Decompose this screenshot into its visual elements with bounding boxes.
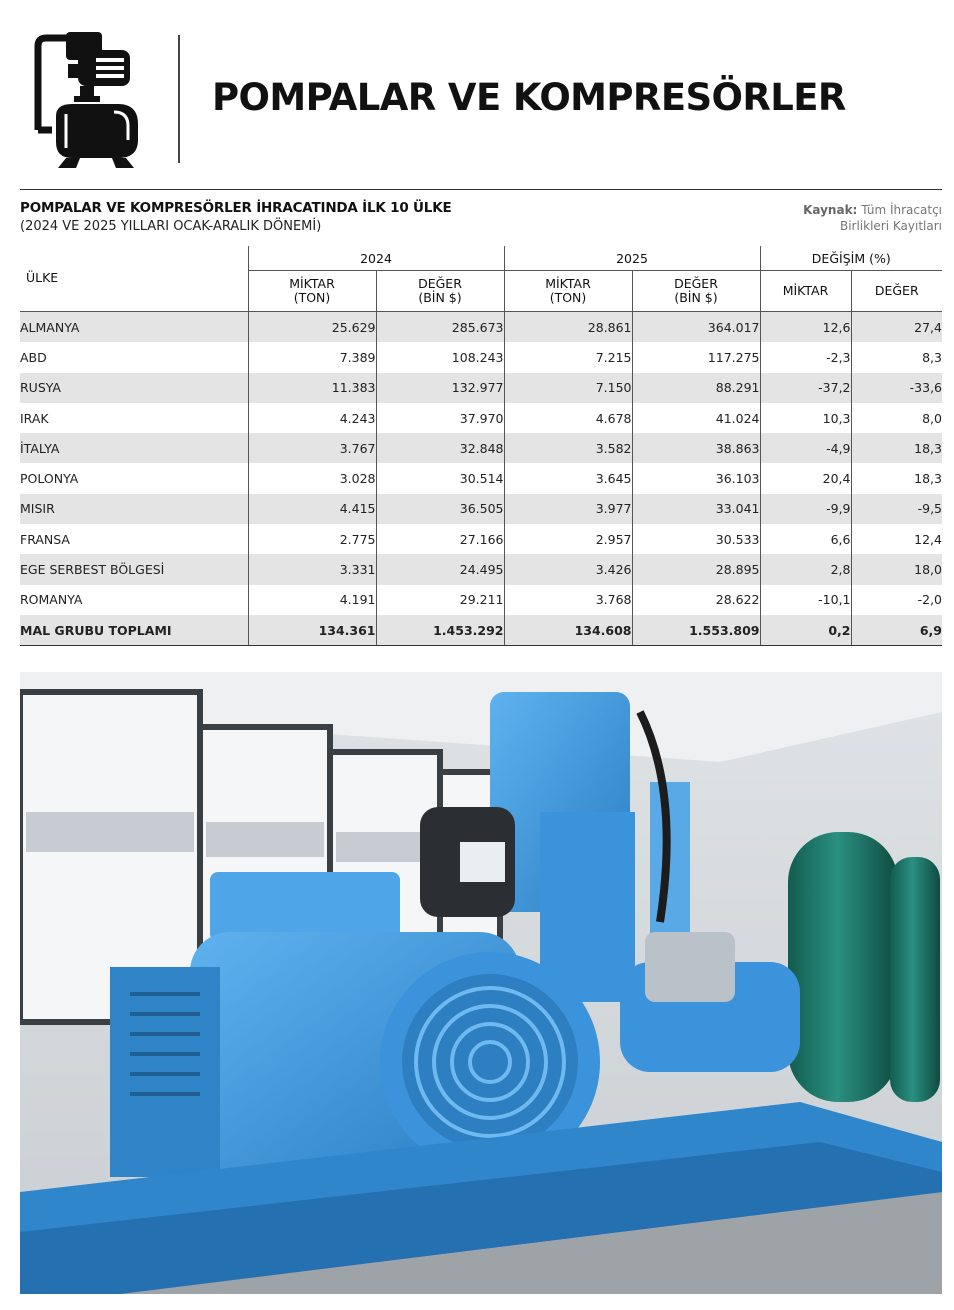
- table-row: [20, 585, 942, 615]
- cell-deger-2024: 132.977: [376, 373, 504, 403]
- header-deger-2024: DEĞER (BİN $): [376, 271, 504, 312]
- page-header: [0, 0, 954, 180]
- cell-deger-2025: 28.622: [632, 585, 760, 615]
- cell-deger-2024: 29.211: [376, 585, 504, 615]
- table-row: [20, 312, 942, 343]
- cell-miktar-2024: 7.389: [248, 342, 376, 372]
- cell-miktar-2025: 2.957: [504, 524, 632, 554]
- cell-change-miktar: 20,4: [760, 463, 851, 493]
- cell-miktar-2025: 134.608: [504, 615, 632, 646]
- table-row: [20, 373, 942, 403]
- cell-change-miktar: 12,6: [760, 312, 851, 343]
- cell-change-miktar: 6,6: [760, 524, 851, 554]
- cell-change-deger: 18,3: [851, 433, 942, 463]
- cell-miktar-2024: 2.775: [248, 524, 376, 554]
- table-row: [20, 554, 942, 584]
- table-body: [20, 312, 942, 646]
- cell-deger-2025: 38.863: [632, 433, 760, 463]
- cell-deger-2025: 1.553.809: [632, 615, 760, 646]
- cell-miktar-2024: 4.243: [248, 403, 376, 433]
- pump-compressor-icon: [22, 30, 144, 170]
- cell-miktar-2025: 3.645: [504, 463, 632, 493]
- cell-deger-2024: 1.453.292: [376, 615, 504, 646]
- header-country: ÜLKE: [20, 246, 248, 312]
- table-total-row: [20, 615, 942, 646]
- cell-miktar-2024: 11.383: [248, 373, 376, 403]
- cell-deger-2024: 108.243: [376, 342, 504, 372]
- cell-miktar-2025: 3.582: [504, 433, 632, 463]
- cell-deger-2024: 36.505: [376, 494, 504, 524]
- cell-deger-2025: 33.041: [632, 494, 760, 524]
- table-row: [20, 403, 942, 433]
- cell-country: ROMANYA: [20, 592, 83, 608]
- section-rule: [20, 189, 942, 190]
- cell-deger-2024: 30.514: [376, 463, 504, 493]
- table-row: [20, 433, 942, 463]
- cell-deger-2025: 364.017: [632, 312, 760, 343]
- cell-miktar-2025: 7.215: [504, 342, 632, 372]
- cell-change-miktar: -9,9: [760, 494, 851, 524]
- cell-deger-2024: 27.166: [376, 524, 504, 554]
- cell-change-miktar: -2,3: [760, 342, 851, 372]
- table-subtitle: (2024 VE 2025 YILLARI OCAK-ARALIK DÖNEMİ): [20, 219, 322, 234]
- source-line-1: Tüm İhracatçı: [861, 203, 942, 217]
- cell-country: POLONYA: [20, 471, 79, 487]
- cell-change-miktar: -37,2: [760, 373, 851, 403]
- cell-miktar-2025: 3.768: [504, 585, 632, 615]
- export-table: [20, 246, 942, 646]
- cell-deger-2024: 37.970: [376, 403, 504, 433]
- cell-miktar-2024: 4.191: [248, 585, 376, 615]
- cell-miktar-2024: 25.629: [248, 312, 376, 343]
- cell-miktar-2025: 3.977: [504, 494, 632, 524]
- cell-country: IRAK: [20, 410, 49, 426]
- header-year-2024: 2024: [248, 246, 504, 271]
- header-year-2025: 2025: [504, 246, 760, 271]
- cell-deger-2025: 41.024: [632, 403, 760, 433]
- cell-miktar-2024: 3.028: [248, 463, 376, 493]
- cell-deger-2025: 28.895: [632, 554, 760, 584]
- cell-change-deger: -9,5: [851, 494, 942, 524]
- cell-change-miktar: 10,3: [760, 403, 851, 433]
- cell-country: FRANSA: [20, 531, 70, 547]
- page-title: POMPALAR VE KOMPRESÖRLER: [212, 76, 846, 119]
- cell-country: ALMANYA: [20, 312, 248, 343]
- header-miktar-2025: MİKTAR (TON): [504, 271, 632, 312]
- header-deger-2025: DEĞER (BİN $): [632, 271, 760, 312]
- cell-change-miktar: 0,2: [760, 615, 851, 646]
- cell-deger-2024: 32.848: [376, 433, 504, 463]
- header-miktar-2024: MİKTAR (TON): [248, 271, 376, 312]
- table-row: [20, 524, 942, 554]
- cell-change-deger: 12,4: [851, 524, 942, 554]
- cell-change-miktar: -4,9: [760, 433, 851, 463]
- cell-country: EGE SERBEST BÖLGESİ: [20, 554, 248, 584]
- cell-miktar-2025: 4.678: [504, 403, 632, 433]
- cell-miktar-2024: 3.331: [248, 554, 376, 584]
- source-note: [803, 202, 942, 234]
- table-row: [20, 342, 942, 372]
- source-label: Kaynak:: [803, 203, 858, 217]
- header-divider: [178, 35, 180, 163]
- cell-deger-2025: 88.291: [632, 373, 760, 403]
- cell-deger-2025: 30.533: [632, 524, 760, 554]
- cell-miktar-2024: 3.767: [248, 433, 376, 463]
- header-change-miktar: MİKTAR: [760, 271, 851, 312]
- cell-country: ABD: [20, 349, 47, 365]
- cell-country: İTALYA: [20, 433, 248, 463]
- cell-change-deger: 8,3: [851, 342, 942, 372]
- source-line-2: Birlikleri Kayıtları: [839, 219, 942, 233]
- table-title: POMPALAR VE KOMPRESÖRLER İHRACATINDA İLK 10 ÜLKE: [20, 200, 452, 216]
- header-change: DEĞİŞİM (%): [760, 246, 942, 271]
- cell-miktar-2024: 4.415: [248, 494, 376, 524]
- cell-change-deger: 18,0: [851, 554, 942, 584]
- cell-deger-2025: 36.103: [632, 463, 760, 493]
- table-row: [20, 463, 942, 493]
- table-row: [20, 494, 942, 524]
- cell-deger-2025: 117.275: [632, 342, 760, 372]
- cell-country: MAL GRUBU TOPLAMI: [20, 615, 248, 646]
- cell-change-deger: 18,3: [851, 463, 942, 493]
- cell-miktar-2025: 7.150: [504, 373, 632, 403]
- cell-miktar-2024: 134.361: [248, 615, 376, 646]
- cell-country: RUSYA: [20, 373, 248, 403]
- header-change-deger: DEĞER: [851, 271, 942, 312]
- cell-change-miktar: 2,8: [760, 554, 851, 584]
- cell-change-deger: 8,0: [851, 403, 942, 433]
- cell-country: MISIR: [20, 494, 248, 524]
- cell-miktar-2025: 28.861: [504, 312, 632, 343]
- cell-change-deger: 6,9: [851, 615, 942, 646]
- cell-change-miktar: -10,1: [760, 585, 851, 615]
- cell-deger-2024: 285.673: [376, 312, 504, 343]
- cell-deger-2024: 24.495: [376, 554, 504, 584]
- cell-change-deger: -33,6: [851, 373, 942, 403]
- cell-miktar-2025: 3.426: [504, 554, 632, 584]
- industrial-compressor-photo: [20, 672, 942, 1294]
- cell-change-deger: 27,4: [851, 312, 942, 343]
- cell-change-deger: -2,0: [851, 585, 942, 615]
